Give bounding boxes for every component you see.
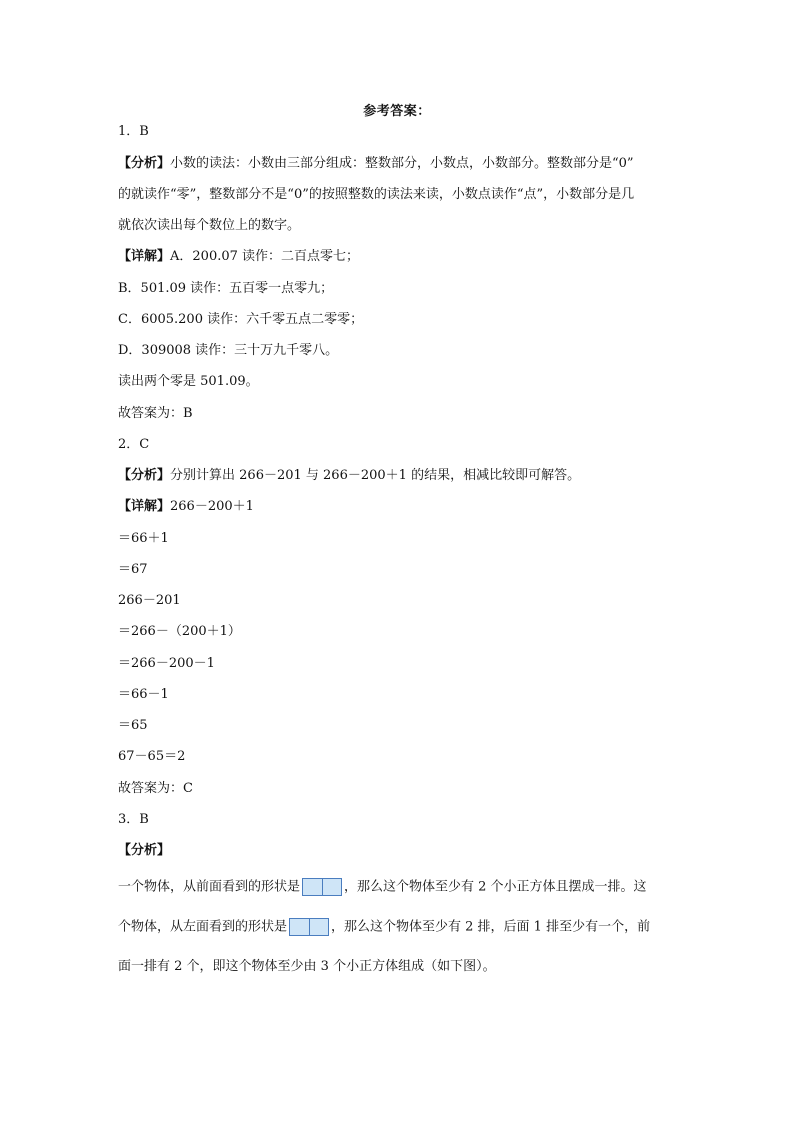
q2-detail-text: 266－200＋1 (170, 499, 254, 514)
q2-number: 2．C (118, 437, 150, 452)
q1-detail-d: D．309008 读作：三十万九千零八。 (118, 343, 339, 358)
q1-detail-a-text: A．200.07 读作：二百点零七； (170, 249, 360, 264)
q1-analysis-line (118, 155, 678, 173)
q2-answer: 故答案为：C (118, 781, 193, 796)
q2-analysis-text: 分别计算出 266－201 与 266－200＋1 的结果，相减比较即可解答。 (170, 468, 581, 483)
front-view-figure (302, 878, 342, 896)
analysis-tag: 【分析】 (118, 843, 171, 858)
left-view-figure (289, 918, 329, 936)
q1-analysis-line-3: 就依次读出每个数位上的数字。 (118, 218, 301, 233)
q2-step: ＝66＋1 (118, 531, 169, 546)
q2-step: ＝266－200－1 (118, 656, 215, 671)
q3-line-2 (118, 918, 678, 937)
q3-analysis-tag (118, 842, 678, 860)
q2-step: ＝67 (118, 562, 148, 577)
q3-number: 3．B (118, 812, 149, 827)
q3-line-2-b: ，那么这个物体至少有 2 排，后面 1 排至少有一个，前 (331, 919, 651, 935)
q1-detail-c: C．6005.200 读作：六千零五点二零零； (118, 312, 364, 327)
q2-step: ＝65 (118, 718, 148, 733)
q3-line-2-a: 个物体，从左面看到的形状是 (118, 919, 288, 935)
q3-line-1-b: ，那么这个物体至少有 2 个小正方体且摆成一排。这 (344, 879, 647, 895)
page-title: 参考答案： (363, 104, 431, 119)
q3-line-1 (118, 878, 678, 897)
q1-conclusion: 读出两个零是 501.09。 (118, 374, 259, 389)
q2-step: 67－65＝2 (118, 749, 186, 764)
q2-detail-line (118, 498, 678, 516)
q1-analysis-text: 小数的读法：小数由三部分组成：整数部分，小数点，小数部分。整数部分是“0” (170, 156, 634, 171)
detail-tag: 【详解】 (118, 249, 171, 264)
q3-line-1-a: 一个物体，从前面看到的形状是 (118, 879, 301, 895)
q2-step: ＝266－（200＋1） (118, 624, 241, 639)
q1-number: 1．B (118, 124, 149, 139)
q2-analysis-line (118, 467, 678, 485)
q1-detail-a (118, 248, 678, 266)
q2-step: 266－201 (118, 593, 181, 608)
q1-detail-b: B．501.09 读作：五百零一点零九； (118, 281, 334, 296)
detail-tag: 【详解】 (118, 499, 171, 514)
analysis-tag: 【分析】 (118, 156, 171, 171)
q1-answer: 故答案为：B (118, 406, 193, 421)
q1-analysis-line-2: 的就读作“零”，整数部分不是“0”的按照整数的读法来读，小数点读作“点”，小数部分是几 (118, 187, 635, 202)
q2-step: ＝66－1 (118, 687, 169, 702)
q3-line-3: 面一排有 2 个，即这个物体至少由 3 个小正方体组成（如下图）。 (118, 959, 496, 974)
analysis-tag: 【分析】 (118, 468, 171, 483)
